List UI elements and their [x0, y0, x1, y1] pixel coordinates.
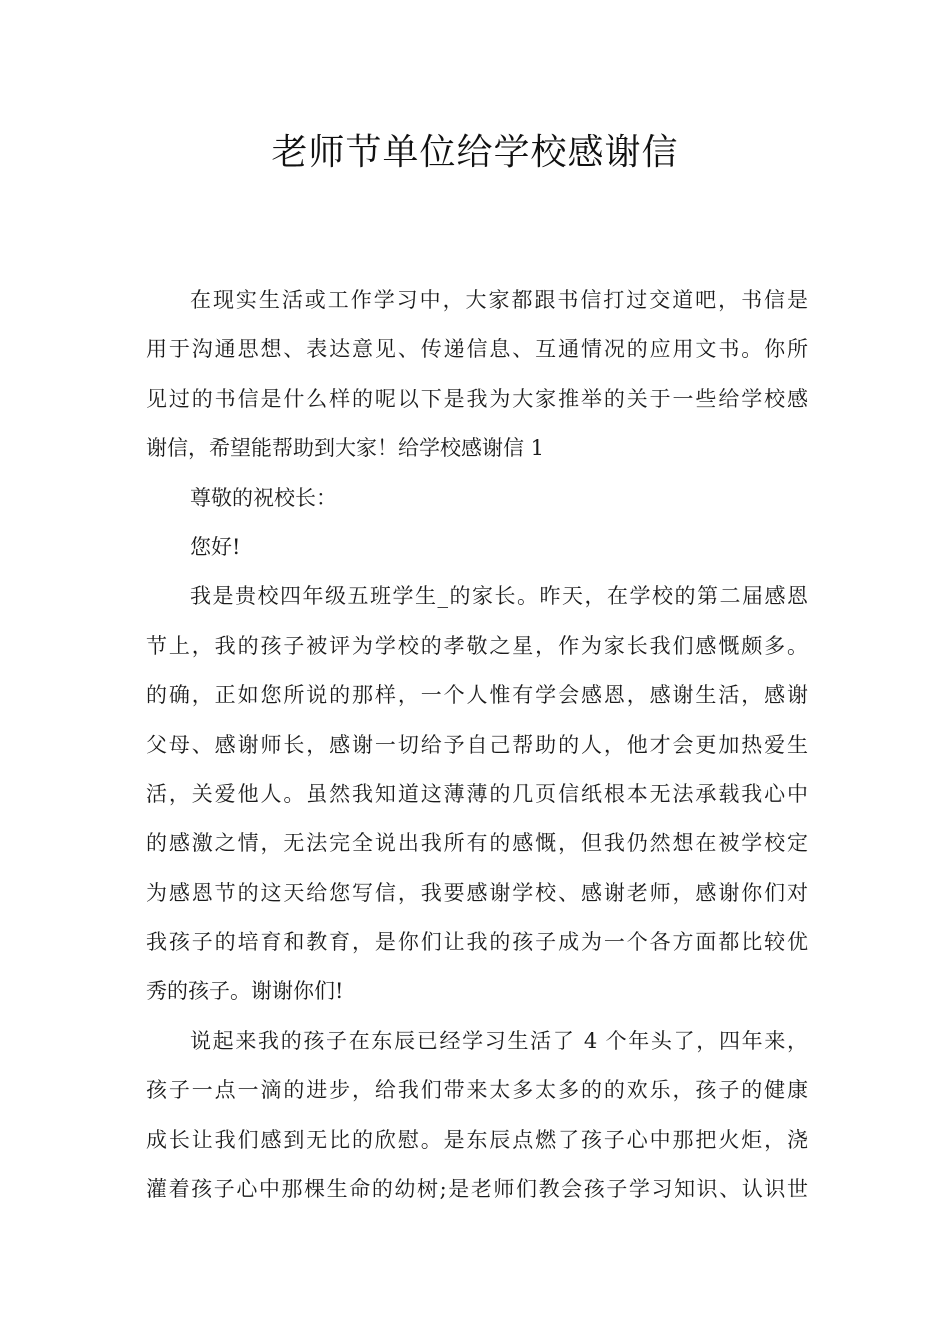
body-line: 为感恩节的这天给您写信，我要感谢学校、感谢老师，感谢你们对 [146, 880, 808, 905]
body-line: 我孩子的培育和教育，是你们让我的孩子成为一个各方面都比较优 [146, 930, 808, 955]
body-line: 活，关爱他人。虽然我知道这薄薄的几页信纸根本无法承载我心中 [146, 781, 808, 806]
body-line: 父母、感谢师长，感谢一切给予自己帮助的人，他才会更加热爱生 [146, 732, 808, 757]
body-line: 我是贵校四年级五班学生_的家长。昨天，在学校的第二届感恩 [190, 584, 808, 609]
body-line: 用于沟通思想、表达意见、传递信息、互通情况的应用文书。你所 [146, 337, 808, 362]
body-line: 的确，正如您所说的那样，一个人惟有学会感恩，感谢生活，感谢 [146, 683, 808, 708]
body-line: 在现实生活或工作学习中，大家都跟书信打过交道吧，书信是 [190, 288, 808, 312]
body-line: 谢信，希望能帮助到大家！给学校感谢信 1 [146, 436, 545, 461]
body-line: 见过的书信是什么样的呢以下是我为大家推举的关于一些给学校感 [146, 386, 808, 411]
body-line: 灌着孩子心中那棵生命的幼树;是老师们教会孩子学习知识、认识世 [146, 1177, 808, 1202]
body-line: 尊敬的祝校长： [190, 485, 337, 510]
body-line: 成长让我们感到无比的欣慰。是东辰点燃了孩子心中那把火炬，浇 [146, 1127, 808, 1152]
body-line: 孩子一点一滴的进步，给我们带来太多太多的的欢乐，孩子的健康 [146, 1078, 808, 1103]
body-line: 您好! [190, 534, 241, 559]
body-line: 说起来我的孩子在东辰已经学习生活了 4 个年头了，四年来， [190, 1028, 808, 1053]
body-line: 秀的孩子。谢谢你们! [146, 979, 344, 1004]
body-line: 节上，我的孩子被评为学校的孝敬之星，作为家长我们感慨颇多。 [146, 633, 808, 658]
document-title: 老师节单位给学校感谢信 [271, 132, 679, 173]
document-body [146, 276, 808, 1214]
body-line: 的感激之情，无法完全说出我所有的感慨，但我仍然想在被学校定 [146, 831, 808, 856]
